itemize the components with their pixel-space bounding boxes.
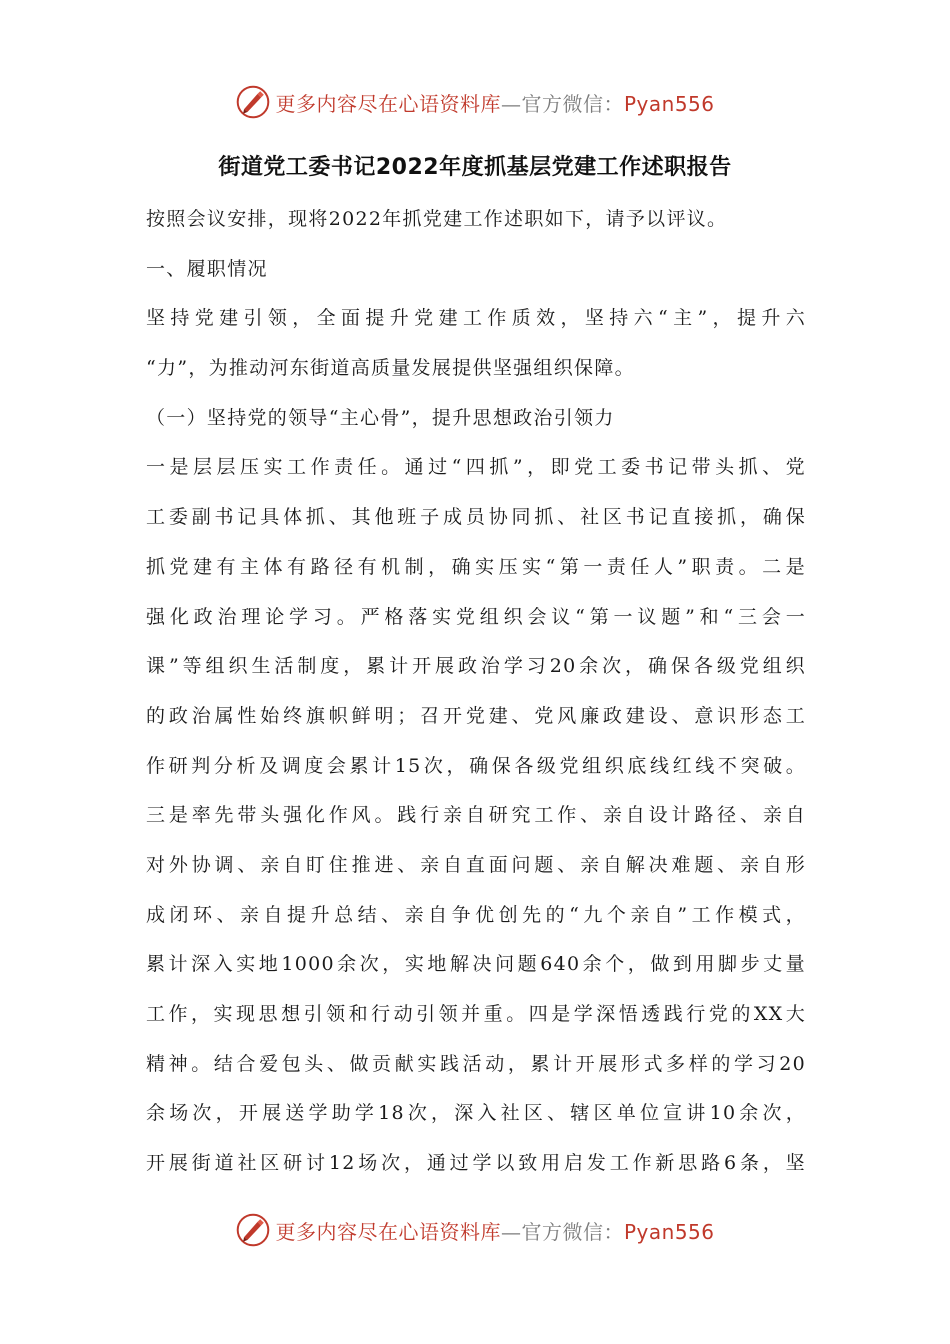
body-line: 余场次，开展送学助学18次，深入社区、辖区单位宣讲10余次， [146, 1102, 806, 1125]
section-heading: 一、履职情况 [146, 257, 268, 280]
watermark-wechat-id: Pyan556 [623, 1219, 715, 1244]
watermark-banner-bottom [0, 1208, 950, 1252]
pen-nib-seal-icon [235, 84, 271, 120]
watermark-official-label: 官方微信： [521, 1219, 624, 1244]
watermark-site-text: 更多内容尽在心语资料库 [275, 91, 501, 116]
document-title: 街道党工委书记2022年度抓基层党建工作述职报告 [218, 155, 732, 180]
body-line: 强化政治理论学习。严格落实党组织会议“第一议题”和“三会一 [146, 605, 806, 628]
body-line: 一是层层压实工作责任。通过“四抓”，即党工委书记带头抓、党 [146, 456, 806, 479]
body-line: 坚持党建引领，全面提升党建工作质效，坚持六“主”，提升六 [146, 307, 806, 330]
body-line: 对外协调、亲自盯住推进、亲自直面问题、亲自解决难题、亲自形 [146, 853, 806, 876]
body-line: 精神。结合爱包头、做贡献实践活动，累计开展形式多样的学习20 [146, 1052, 806, 1075]
body-line: 的政治属性始终旗帜鲜明；召开党建、党风廉政建设、意识形态工 [146, 704, 806, 727]
body-line: 按照会议安排，现将2022年抓党建工作述职如下，请予以评议。 [146, 208, 728, 230]
watermark-wechat-id: Pyan556 [623, 91, 715, 116]
body-line: 课”等组织生活制度，累计开展政治学习20余次，确保各级党组织 [146, 655, 806, 678]
watermark-dash: — [500, 1219, 522, 1244]
body-line: 抓党建有主体有路径有机制，确实压实“第一责任人”职责。二是 [146, 555, 806, 578]
body-line: 成闭环、亲自提升总结、亲自争优创先的“九个亲自”工作模式， [146, 903, 806, 926]
body-line: 工委副书记具体抓、其他班子成员协同抓、社区书记直接抓，确保 [146, 506, 806, 529]
body-line: 作研判分析及调度会累计15次，确保各级党组织底线红线不突破。 [146, 754, 806, 777]
body-line: 累计深入实地1000余次，实地解决问题640余个，做到用脚步丈量 [146, 953, 806, 976]
body-line: 三是率先带头强化作风。践行亲自研究工作、亲自设计路径、亲自 [146, 804, 806, 827]
watermark-banner-top [0, 80, 950, 124]
subsection-heading: （一）坚持党的领导“主心骨”，提升思想政治引领力 [146, 406, 615, 429]
watermark-text [275, 88, 714, 117]
watermark-official-label: 官方微信： [521, 91, 624, 116]
pen-nib-seal-icon [235, 1212, 271, 1248]
watermark-site-text: 更多内容尽在心语资料库 [275, 1219, 501, 1244]
body-line: 工作，实现思想引领和行动引领并重。四是学深悟透践行党的XX大 [146, 1003, 806, 1025]
body-line: “力”，为推动河东街道高质量发展提供坚强组织保障。 [146, 357, 635, 380]
document-body [146, 195, 806, 1189]
watermark-text [275, 1216, 714, 1245]
watermark-dash: — [500, 91, 522, 116]
body-line: 开展街道社区研讨12场次，通过学以致用启发工作新思路6条，坚 [146, 1152, 806, 1175]
